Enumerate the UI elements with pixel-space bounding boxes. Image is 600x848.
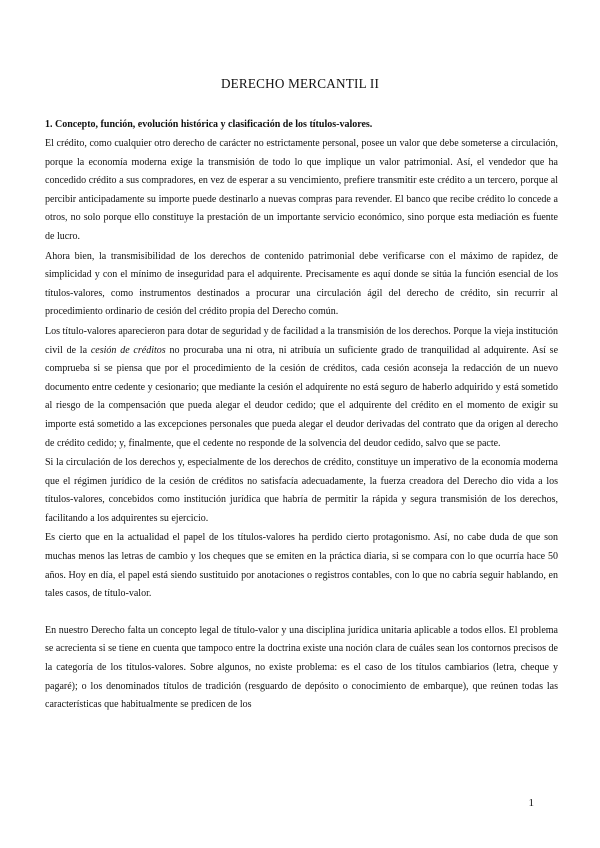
paragraph-current-role: Es cierto que en la actualidad el papel de los títulos-valores ha perdido cierto protagonismo. Así, no cabe duda de que son muchas menos las letras de cambio y los cheques que se emiten en la práctica diaria, si se compara con lo que ocurría hace 50 años. Hoy en día, el papel está siendo sustituido por anotaciones o registros contables, con lo que no cabría seguir hablando, en tales casos, de título-valor.: [45, 532, 558, 600]
section-heading: 1. Concepto, función, evolución histórica y clasificación de los títulos-valores.: [45, 119, 373, 130]
document-title: DERECHO MERCANTIL II: [220, 76, 380, 91]
emphasis-cesion-creditos: cesión de créditos: [90, 344, 166, 356]
paragraph-credit-circulation: El crédito, como cualquier otro derecho de carácter no estrictamente personal, posee un valor que debe someterse a circulación, porque la economía moderna exige la transmisión de todo lo que implique un valor patrimonial. Así, el vendedor que ha concedido crédito a sus compradores, en vez de esperar a su vencimiento, prefiere transmitir este crédito a un tercero, porque al percibir anticipadamente su importe puede destinarlo a nuevas compras para revender. El banco que recibe crédito lo concede a otros, no solo porque ello constituye la prestación de un importante servicio económico, sino porque esta mediación es fuente de lucro.: [45, 138, 558, 242]
paragraph-legal-concept: En nuestro Derecho falta un concepto legal de título-valor y una disciplina jurídica unitaria aplicable a todos ellos. El problema se acrecienta si se tiene en cuenta que tampoco entre la doctrina existe una noción clara de cuáles sean los contornos precisos de la categoría de los títulos-valores. Sobre algunos, no existe problema: es el caso de los títulos cambiarios (letra, cheque y pagaré); o los denominados títulos de tradición (resguardo de depósito o conocimiento de embarque), que reúnen todas las características que habitualmente se predicen de los: [45, 624, 558, 711]
page-number: 1: [528, 797, 534, 809]
paragraph-origin-title-values: [45, 323, 558, 453]
document-body: [45, 116, 558, 716]
paragraph-legal-creation: Si la circulación de los derechos y, especialmente de los derechos de crédito, constituye un imperativo de la economía moderna que el régimen jurídico de la cesión de créditos no satisfacía adecuadamente, la fuerza creadora del Derecho dio vida a los títulos-valores, concebidos como institución jurídica que habría de permitir la rápida y segura transmisión de los derechos, facilitando a los adquirentes su ejercicio.: [45, 457, 558, 524]
paragraph-text-after: no procuraba una ni otra, ni atribuía un suficiente grado de tranquilidad al adquirente. Así se comprueba si se piensa que por el procedimiento de la cesión de créditos, cada cesión aconseja la redacción de un nuevo documento entre cedente y cesionario; que mediante la cesión el adquirente no está seguro de haberlo adquirido y está sometido al riesgo de la compensación que pueda alegar el deudor cedido; que el adquirente del crédito en el momento de exigir su importe está sometido a las excepciones personales que pueda alegar el deudor derivadas del contrato que da origen al derecho de crédito cedido; y, finalmente, que el cedente no responde de la solvencia del deudor cedido, salvo que se pacte.: [45, 344, 559, 449]
paragraph-text-before: Los título-valores aparecieron para dotar de seguridad y de facilidad a la transmisión de los derechos. Porque la vieja institución civil de la: [45, 325, 558, 356]
paragraph-transmissibility: Ahora bien, la transmisibilidad de los derechos de contenido patrimonial debe verificarse con el máximo de rapidez, de simplicidad y con el mínimo de inseguridad para el adquirente. Precisamente es aquí donde se sitúa la función esencial de los títulos-valores, como instrumentos destinados a procurar una circulación ágil del derecho de crédito, sin recurrir al procedimiento ordinario de cesión del crédito propia del Derecho común.: [45, 250, 558, 318]
